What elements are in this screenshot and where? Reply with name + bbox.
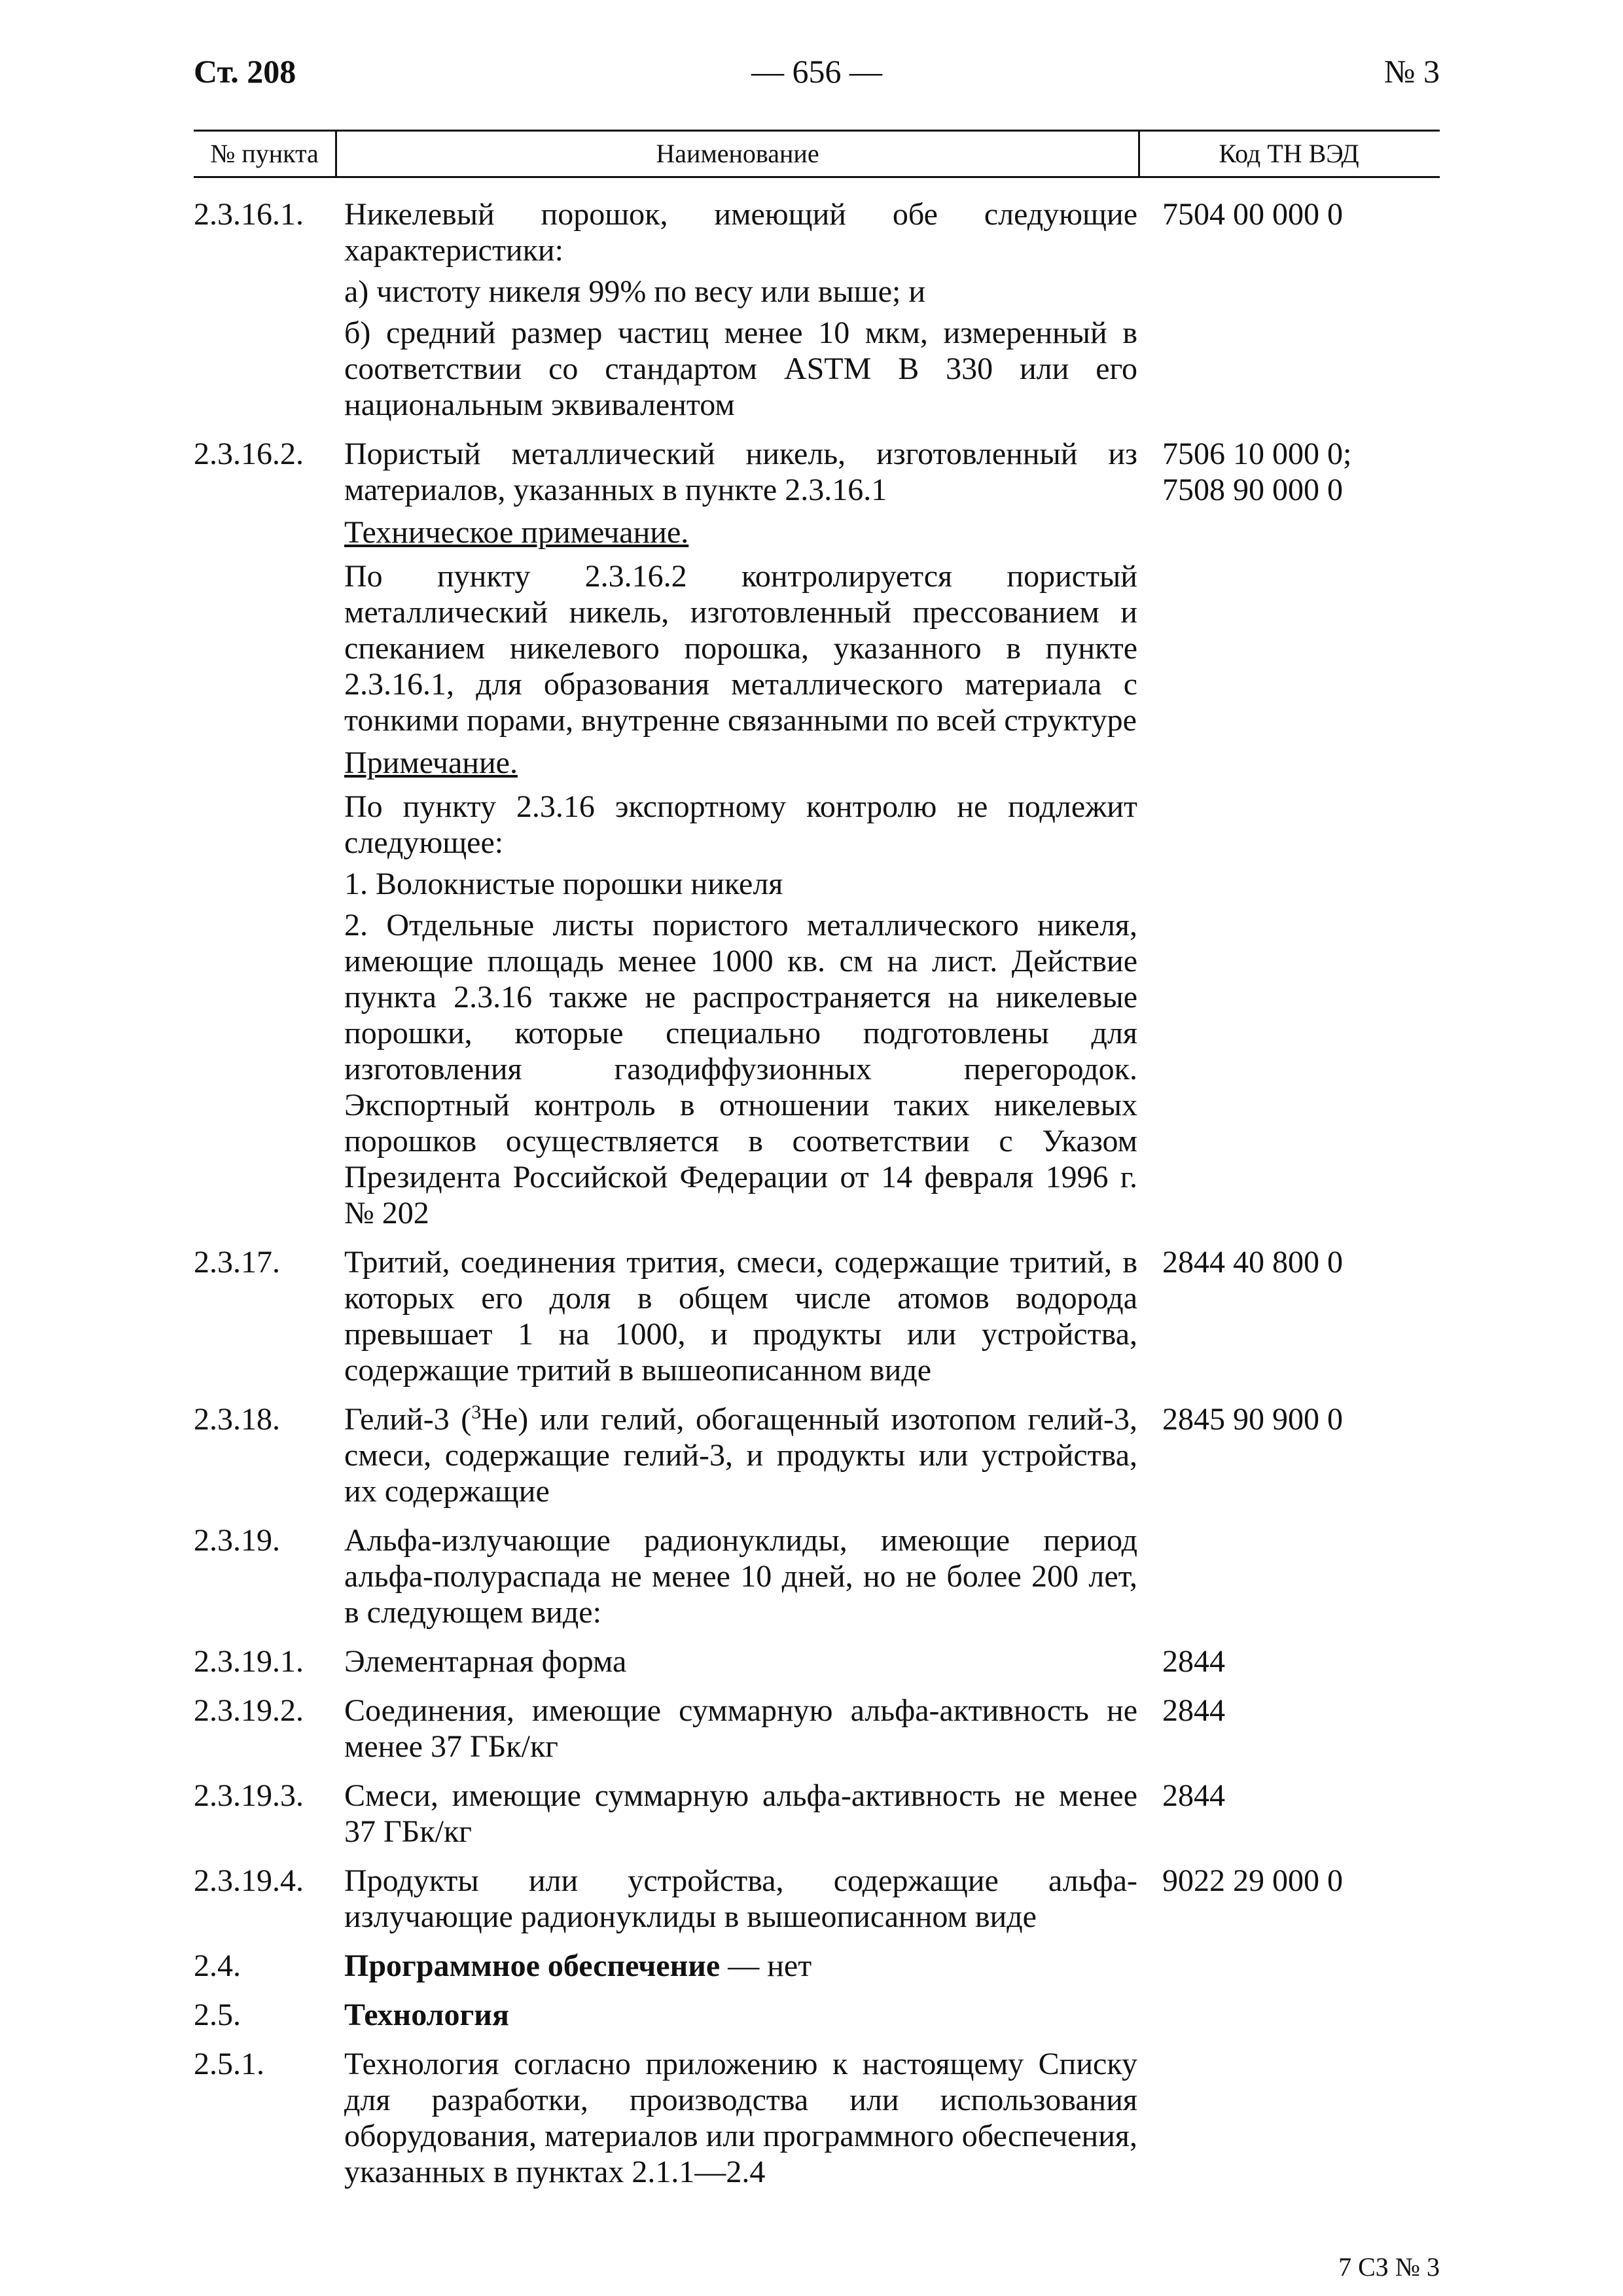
entry-paragraph: Пористый металлический никель, изготовленный из материалов, указанных в пункте 2.3.16.1 <box>344 437 1137 507</box>
column-header-code: Код ТН ВЭД <box>1219 139 1359 168</box>
page-number: — 656 — <box>751 53 882 90</box>
isotope-superscript: 3 <box>471 1401 482 1423</box>
entry-code: 2844 <box>1162 1693 1225 1728</box>
table-header <box>194 130 1440 178</box>
entry-code: 2844 <box>1162 1778 1225 1813</box>
issue-number: № 3 <box>1383 53 1440 90</box>
entry-paragraph <box>344 1401 1137 1509</box>
entry-number: 2.3.19.1. <box>194 1644 304 1679</box>
note-paragraph: 2. Отдельные листы пористого металлического никеля, имеющие площадь менее 1000 кв. см на лист. Действие пункта 2.3.16 также не распространяется на никелевые порошки, которые специально подготовлены для изготовления газодиффузионных перегородок. Экспортный контроль в отношении таких никелевых порошков осуществляется в соответствии с Указом Президента Российской Федерации от 14 февраля 1996 г. № 202 <box>344 908 1137 1230</box>
entry-paragraph: а) чистоту никеля 99% по весу или выше; и <box>344 274 926 309</box>
technical-note-text: По пункту 2.3.16.2 контролируется пористый металлический никель, изготовленный прессованием и спеканием никелевого порошка, указанного в пункте 2.3.16.1, для образования металлического материала с тонкими порами, внутренне связанными по всей структуре <box>344 559 1137 738</box>
entry-paragraph: Технология согласно приложению к настоящему Списку для разработки, производства или использования оборудования, материалов или программного обеспечения, указанных в пунктах 2.1.1—2.4 <box>344 2047 1137 2189</box>
entry-paragraph: б) средний размер частиц менее 10 мкм, измеренный в соответствии со стандартом ASTM В 330 или его национальным эквивалентом <box>344 315 1137 422</box>
entry-description <box>344 1693 1137 1765</box>
column-header-number: № пункта <box>210 139 319 168</box>
entry-row <box>194 196 1440 423</box>
page-header <box>194 46 1440 98</box>
entry-code: 2845 90 900 0 <box>1162 1402 1343 1437</box>
entry-code: 9022 29 000 0 <box>1162 1863 1343 1898</box>
entry-paragraph: Соединения, имеющие суммарную альфа-активность не менее 37 ГБк/кг <box>344 1693 1137 1764</box>
entry-description <box>344 1643 1137 1679</box>
entry-paragraph: Альфа-излучающие радионуклиды, имеющие период альфа-полураспада не менее 10 дней, но не более 200 лет, в следующем виде: <box>344 1523 1137 1630</box>
entry-description <box>344 1863 1137 1935</box>
entry-number: 2.5. <box>194 1998 241 2032</box>
technical-note-title: Техническое примечание. <box>344 515 689 550</box>
entry-number: 2.3.18. <box>194 1402 280 1437</box>
entry-row <box>194 1948 1440 1984</box>
entry-paragraph: Продукты или устройства, содержащие альфа-излучающие радионуклиды в вышеописанном виде <box>344 1863 1137 1934</box>
entry-number: 2.3.16.1. <box>194 197 304 232</box>
note-paragraph: 1. Волокнистые порошки никеля <box>344 867 783 901</box>
entry-text-part: Гелий-3 ( <box>344 1402 472 1437</box>
note-paragraph: По пункту 2.3.16 экспортному контролю не подлежит следующее: <box>344 789 1137 860</box>
entry-number: 2.5.1. <box>194 2047 264 2081</box>
entry-paragraph <box>344 1948 1137 1984</box>
entry-description <box>344 1997 1137 2033</box>
entry-row <box>194 2046 1440 2190</box>
entry-number: 2.3.19.3. <box>194 1778 304 1813</box>
section-heading-tail: — нет <box>720 1948 812 1983</box>
entry-description <box>344 1948 1137 1984</box>
entry-description <box>344 196 1137 423</box>
entry-row <box>194 436 1440 1231</box>
entry-number: 2.3.16.2. <box>194 437 304 471</box>
entry-description <box>344 436 1137 1231</box>
entry-description <box>344 1778 1137 1850</box>
entry-code: 2844 40 800 0 <box>1162 1245 1343 1280</box>
column-header-name: Наименование <box>335 132 1140 176</box>
entry-paragraph: Тритий, соединения трития, смеси, содержащие тритий, в которых его доля в общем числе атомов водорода превышает 1 на 1000, и продукты или устройства, содержащие тритий в вышеописанном виде <box>344 1245 1137 1388</box>
entry-paragraph: Никелевый порошок, имеющий обе следующие характеристики: <box>344 197 1137 268</box>
page-footer: 7 СЗ № 3 <box>1338 2252 1440 2282</box>
entry-text-part: He) или гелий, обогащенный изотопом гелий-3, смеси, содержащие гелий-3, и продукты или устройства, их содержащие <box>344 1402 1138 1509</box>
entry-paragraph: Элементарная форма <box>344 1644 627 1679</box>
entry-description <box>344 1244 1137 1388</box>
entry-description <box>344 1522 1137 1630</box>
entry-description <box>344 2046 1137 2190</box>
entry-row <box>194 1244 1440 1388</box>
entries-list <box>194 196 1440 2203</box>
entry-number: 2.3.17. <box>194 1245 280 1280</box>
entry-number: 2.3.19. <box>194 1523 280 1558</box>
entry-code: 7504 00 000 0 <box>1162 197 1343 232</box>
entry-paragraph: Смеси, имеющие суммарную альфа-активность не менее 37 ГБк/кг <box>344 1778 1137 1849</box>
entry-row <box>194 1863 1440 1935</box>
entry-description <box>344 1401 1137 1509</box>
entry-number: 2.3.19.4. <box>194 1863 304 1898</box>
entry-row <box>194 1778 1440 1850</box>
entry-row <box>194 1643 1440 1679</box>
entry-row <box>194 1693 1440 1765</box>
entry-number: 2.4. <box>194 1948 241 1983</box>
article-number: Ст. 208 <box>194 53 296 90</box>
note-title: Примечание. <box>344 745 518 780</box>
section-heading: Программное обеспечение <box>344 1948 721 1983</box>
entry-row <box>194 1401 1440 1509</box>
entry-code: 2844 <box>1162 1644 1225 1679</box>
entry-code: 7506 10 000 0; 7508 90 000 0 <box>1162 437 1352 507</box>
entry-paragraph <box>344 1997 1137 2033</box>
entry-row <box>194 1997 1440 2033</box>
entry-number: 2.3.19.2. <box>194 1693 304 1728</box>
entry-row <box>194 1522 1440 1630</box>
section-heading: Технология <box>344 1998 509 2032</box>
